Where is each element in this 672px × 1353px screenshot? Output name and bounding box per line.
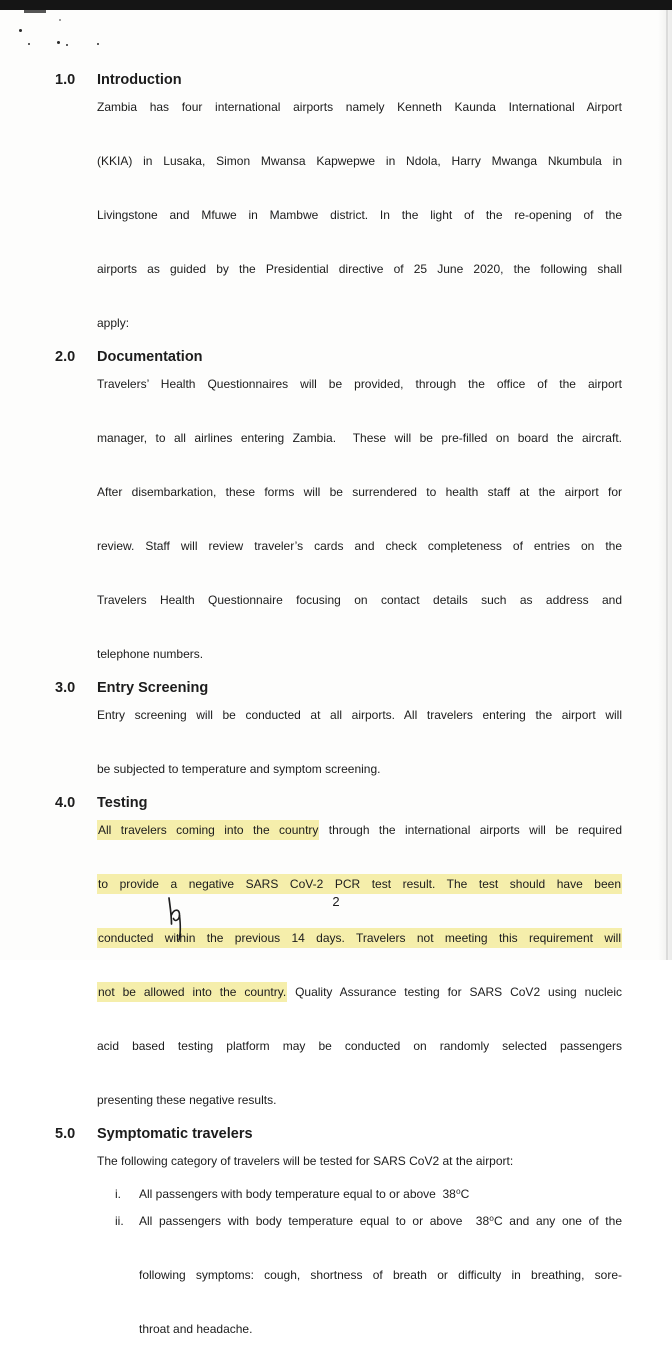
text-segment: Quality Assurance testing for SARS CoV2 using nucleic (287, 985, 622, 999)
section (55, 70, 622, 337)
section-title: Symptomatic travelers (97, 1126, 253, 1142)
text-line (97, 310, 622, 337)
text-segment: through the international airports will be required (319, 823, 622, 837)
section (55, 1124, 622, 1343)
text-line (97, 587, 622, 641)
paragraph (97, 371, 622, 668)
text-segment: Zambia has four international airports namely Kenneth Kaunda International Airport (97, 100, 622, 114)
text-segment: manager, to all airlines entering Zambia. These will be pre-filled on board the aircraft. (97, 431, 622, 445)
section-content (97, 70, 622, 337)
list-item (97, 1208, 622, 1343)
section-title: Documentation (97, 349, 203, 365)
list-marker: i. (115, 1187, 121, 1201)
text-line (97, 1033, 622, 1087)
text-line (97, 756, 622, 783)
section (55, 347, 622, 668)
page-footer (0, 888, 672, 954)
text-segment: acid based testing platform may be conducted on randomly selected passengers (97, 1039, 622, 1053)
list-item (97, 1181, 622, 1208)
paragraph (97, 94, 622, 337)
section-content (97, 347, 622, 668)
text-line (97, 641, 622, 668)
text-line (97, 817, 622, 871)
scan-artifact (24, 10, 46, 13)
section-title: Introduction (97, 72, 182, 88)
text-segment: After disembarkation, these forms will be surrendered to health staff at the airport for (97, 485, 622, 499)
text-segment: Entry screening will be conducted at all airports. All travelers entering the airport will (97, 708, 622, 722)
text-line (139, 1208, 622, 1262)
section-content (97, 678, 622, 783)
text-segment: Livingstone and Mfuwe in Mambwe district. In the light of the re-opening of the (97, 208, 622, 222)
text-line (139, 1262, 622, 1316)
highlighted-text: to provide a negative SARS CoV-2 PCR test result. The test should have been (97, 874, 622, 894)
list-item-text (139, 1208, 622, 1343)
text-line (97, 702, 622, 756)
section-number: 4.0 (55, 795, 76, 811)
paragraph (97, 702, 622, 783)
text-line (97, 979, 622, 1033)
text-line (97, 425, 622, 479)
text-segment: All passengers with body temperature equal to or above 38⁰C (139, 1187, 470, 1201)
text-line (139, 1181, 622, 1208)
section-number: 5.0 (55, 1126, 76, 1142)
scan-speck (66, 44, 68, 46)
scan-speck (57, 41, 60, 44)
page-edge-shadow (658, 10, 672, 960)
scan-speck (97, 43, 99, 45)
section-title: Testing (97, 795, 148, 811)
text-segment: telephone numbers. (97, 647, 204, 661)
section (55, 678, 622, 783)
text-segment: apply: (97, 316, 130, 330)
scanner-edge-bar (0, 0, 672, 10)
text-segment: airports as guided by the Presidential directive of 25 June 2020, the following shall (97, 262, 622, 276)
text-line (97, 256, 622, 310)
text-line (97, 202, 622, 256)
text-line (139, 1316, 622, 1343)
text-segment: Travelers’ Health Questionnaires will be provided, through the office of the airport (97, 377, 622, 391)
section-content (97, 1124, 622, 1343)
highlighted-text: not be allowed into the country. (97, 982, 287, 1002)
list-item-text (139, 1181, 622, 1208)
section-number: 1.0 (55, 72, 76, 88)
text-line (97, 94, 622, 148)
text-line (97, 1148, 622, 1175)
page-edge-line (666, 10, 668, 960)
text-segment: presenting these negative results. (97, 1093, 277, 1107)
scan-speck (28, 43, 30, 45)
text-segment: All passengers with body temperature equal to or above 38⁰C and any one of the (139, 1214, 622, 1228)
text-segment: Travelers Health Questionnaire focusing on contact details such as address and (97, 593, 622, 607)
document-body (55, 70, 622, 1353)
text-segment: (KKIA) in Lusaka, Simon Mwansa Kapwepwe in Ndola, Harry Mwanga Nkumbula in (97, 154, 622, 168)
page-number: 2 (332, 894, 340, 909)
highlighted-text: All travelers coming into the country (97, 820, 319, 840)
text-line (97, 479, 622, 533)
scan-speck (59, 19, 61, 21)
text-segment: throat and headache. (139, 1322, 253, 1336)
scan-speck (19, 29, 22, 32)
section-number: 3.0 (55, 680, 76, 696)
text-segment: The following category of travelers will be tested for SARS CoV2 at the airport: (97, 1154, 514, 1168)
text-line (97, 371, 622, 425)
highlighted-text: conducted within the previous 14 days. Travelers not meeting this requirement will (97, 928, 622, 948)
list-marker: ii. (115, 1214, 124, 1228)
text-line (97, 533, 622, 587)
paragraph (97, 1148, 622, 1175)
text-line (97, 148, 622, 202)
roman-list (97, 1181, 622, 1343)
text-segment: be subjected to temperature and symptom screening. (97, 762, 381, 776)
text-segment: review. Staff will review traveler’s cards and check completeness of entries on the (97, 539, 622, 553)
text-line (97, 1087, 622, 1114)
section-title: Entry Screening (97, 680, 209, 696)
text-segment: following symptoms: cough, shortness of breath or difficulty in breathing, sore- (139, 1268, 622, 1282)
paragraph (97, 817, 622, 1114)
section-number: 2.0 (55, 349, 76, 365)
